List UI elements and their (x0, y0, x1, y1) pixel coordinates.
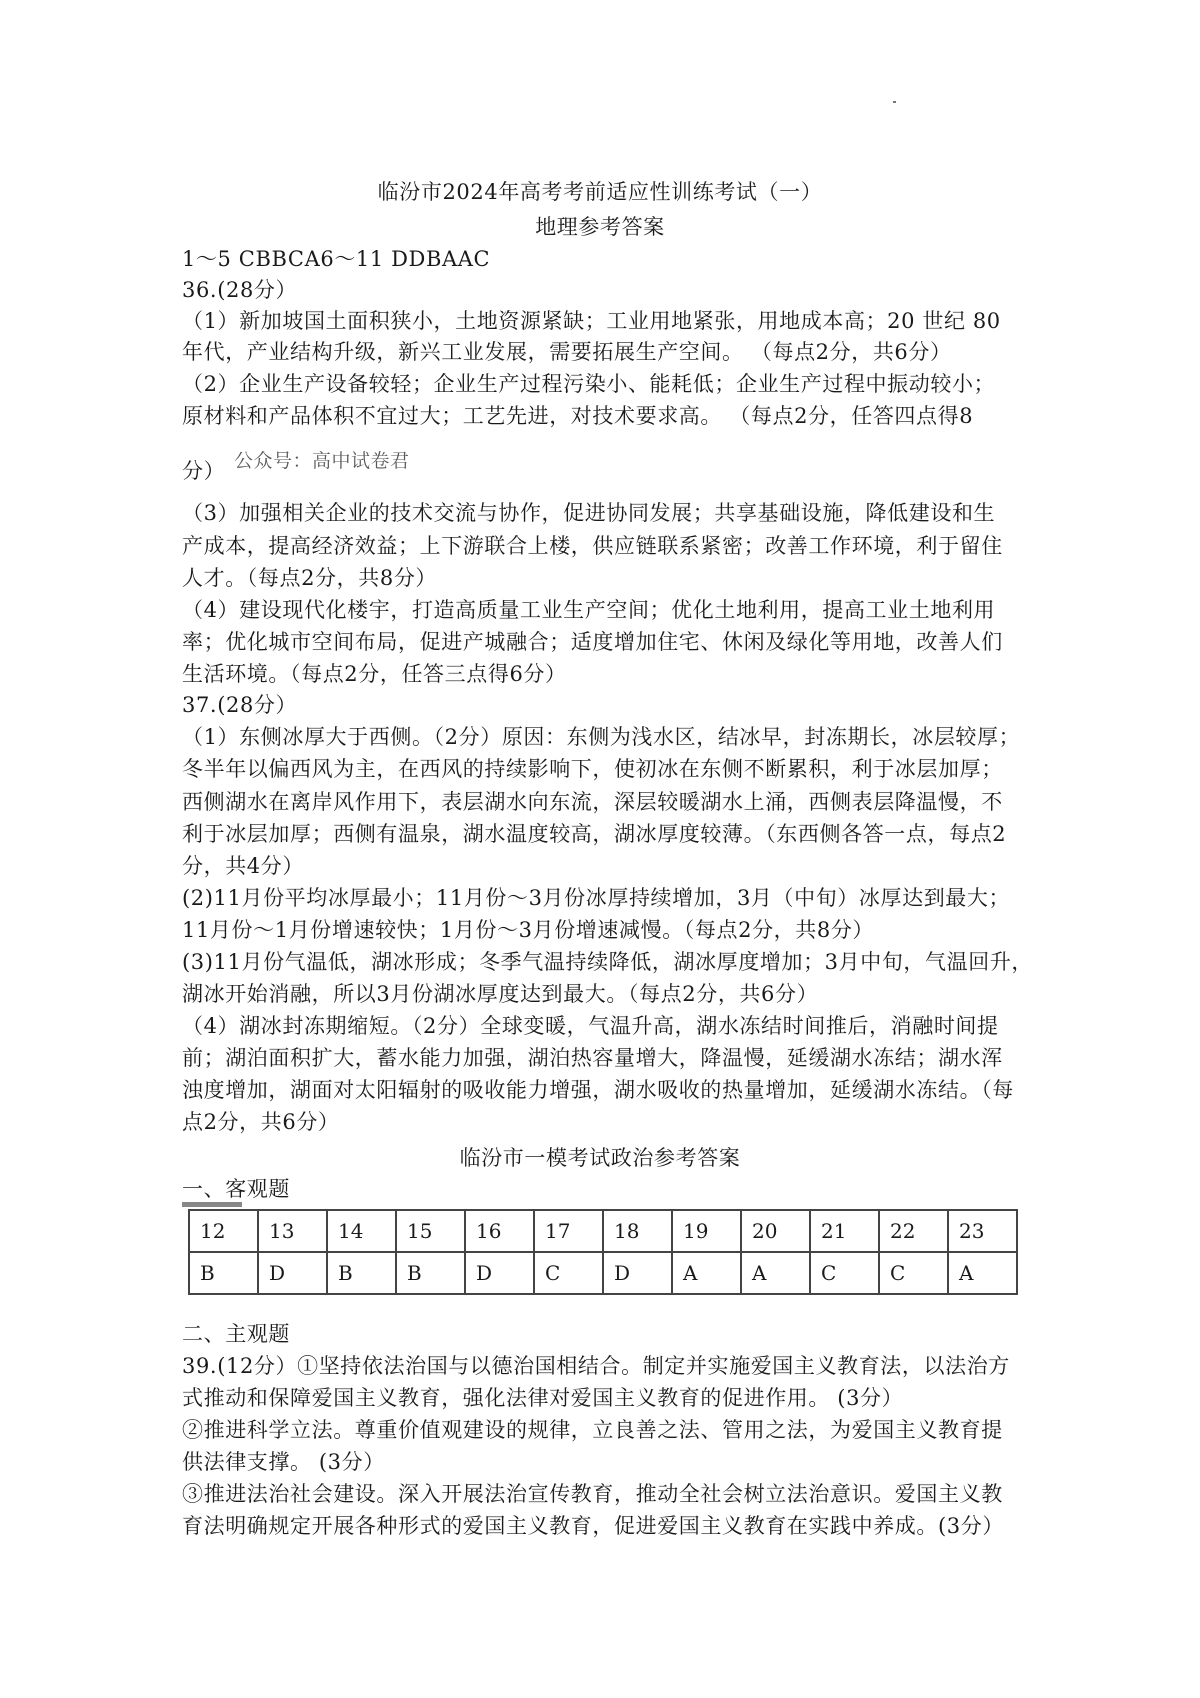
answer-line: 浊度增加，湖面对太阳辐射的吸收能力增强，湖水吸收的热量增加，延缓湖水冻结。（每 (182, 1078, 1014, 1102)
question-number-row (189, 1210, 1017, 1252)
question-number: 16 (465, 1210, 534, 1252)
answer-line: ②推进科学立法。尊重价值观建设的规律，立良善之法、管用之法，为爱国主义教育提 (182, 1418, 1003, 1442)
answer-line: 供法律支撑。 (3分） (182, 1450, 385, 1474)
objective-answer-table (188, 1209, 1018, 1295)
answer-letter: B (396, 1252, 465, 1294)
question-number: 12 (189, 1210, 258, 1252)
question-number: 20 (741, 1210, 810, 1252)
question-number: 23 (948, 1210, 1017, 1252)
question-number: 13 (258, 1210, 327, 1252)
geography-answer-subtitle: 地理参考答案 (535, 215, 665, 239)
answer-line: 点2分，共6分） (182, 1110, 340, 1134)
question-number: 17 (534, 1210, 603, 1252)
answer-letter: A (672, 1252, 741, 1294)
question-number: 14 (327, 1210, 396, 1252)
answer-line: 分，共4分） (182, 854, 304, 878)
answer-line: （2）企业生产设备较轻；企业生产过程污染小、能耗低；企业生产过程中振动较小； (182, 372, 996, 396)
answer-line: 分） (182, 459, 226, 483)
answer-line: 前；湖泊面积扩大，蓄水能力加强，湖泊热容量增大，降温慢，延缓湖水冻结；湖水浑 (182, 1046, 1003, 1070)
answer-letter: D (258, 1252, 327, 1294)
answer-letter: A (948, 1252, 1017, 1294)
answer-letter: D (465, 1252, 534, 1294)
answer-letter: C (810, 1252, 879, 1294)
table-top-mark (182, 1202, 242, 1207)
answer-line: （1）新加坡国土面积狭小，土地资源紧缺；工业用地紧张，用地成本高；20 世纪 80 (182, 309, 1001, 333)
question-number: 22 (879, 1210, 948, 1252)
answer-letter: A (741, 1252, 810, 1294)
question-number: 18 (603, 1210, 672, 1252)
question-number: 15 (396, 1210, 465, 1252)
multiple-choice-answers: 1～5 CBBCA6～11 DDBAAC (182, 247, 491, 271)
answer-line: 11月份～1月份增速较快；1月份～3月份增速减慢。（每点2分，共8分） (182, 918, 875, 942)
answer-line: 西侧湖水在离岸风作用下，表层湖水向东流，深层较暖湖水上涌，西侧表层降温慢，不 (182, 790, 1003, 814)
answer-line: 年代，产业结构升级，新兴工业发展，需要拓展生产空间。 （每点2分，共6分） (182, 340, 952, 364)
answer-line: 率；优化城市空间布局，促进产城融合；适度增加住宅、休闲及绿化等用地，改善人们 (182, 630, 1003, 654)
scan-speck (893, 101, 896, 103)
section-objective: 一、客观题 (182, 1177, 290, 1201)
answer-line: 式推动和保障爱国主义教育，强化法律对爱国主义教育的促进作用。 (3分） (182, 1386, 904, 1410)
answer-line: （1）东侧冰厚大于西侧。（2分）原因：东侧为浅水区，结冰早，封冻期长，冰层较厚； (182, 725, 1021, 749)
politics-answer-title: 临汾市一模考试政治参考答案 (459, 1146, 741, 1170)
answer-line: 37.(28分） (182, 693, 298, 717)
answer-line: （4）湖冰封冻期缩短。（2分）全球变暖，气温升高，湖水冻结时间推后，消融时间提 (182, 1014, 999, 1038)
geography-exam-title: 临汾市2024年高考考前适应性训练考试（一） (377, 180, 823, 204)
answer-line: 36.(28分） (182, 278, 298, 302)
watermark-text: 公众号：高中试卷君 (234, 450, 410, 472)
question-number: 19 (672, 1210, 741, 1252)
answer-line: 39.(12分）①坚持依法治国与以德治国相结合。制定并实施爱国主义教育法，以法治方 (182, 1354, 1010, 1378)
section-subjective: 二、主观题 (182, 1322, 290, 1346)
answer-letter: D (603, 1252, 672, 1294)
answer-letter: C (879, 1252, 948, 1294)
answer-letter: C (534, 1252, 603, 1294)
answer-line: (2)11月份平均冰厚最小；11月份～3月份冰厚持续增加，3月（中旬）冰厚达到最大； (182, 886, 1011, 910)
answer-line: 育法明确规定开展各种形式的爱国主义教育，促进爱国主义教育在实践中养成。(3分） (182, 1514, 1004, 1538)
answer-line: （3）加强相关企业的技术交流与协作，促进协同发展；共享基础设施，降低建设和生 (182, 501, 996, 525)
answer-row (189, 1252, 1017, 1294)
answer-line: 生活环境。（每点2分，任答三点得6分） (182, 662, 567, 686)
answer-line: 冬半年以偏西风为主，在西风的持续影响下，使初冰在东侧不断累积，利于冰层加厚； (182, 757, 1003, 781)
answer-line: （4）建设现代化楼宇，打造高质量工业生产空间；优化土地利用，提高工业土地利用 (182, 598, 996, 622)
answer-line: 产成本，提高经济效益；上下游联合上楼，供应链联系紧密；改善工作环境，利于留住 (182, 534, 1003, 558)
answer-line: (3)11月份气温低，湖冰形成；冬季气温持续降低，湖冰厚度增加；3月中旬，气温回升， (182, 950, 1034, 974)
answer-letter: B (189, 1252, 258, 1294)
answer-letter: B (327, 1252, 396, 1294)
answer-line: 湖冰开始消融，所以3月份湖冰厚度达到最大。（每点2分，共6分） (182, 982, 819, 1006)
answer-line: 利于冰层加厚；西侧有温泉，湖水温度较高，湖冰厚度较薄。（东西侧各答一点，每点2 (182, 822, 1007, 846)
answer-line: ③推进法治社会建设。深入开展法治宣传教育，推动全社会树立法治意识。爱国主义教 (182, 1482, 1003, 1506)
answer-line: 原材料和产品体积不宜过大；工艺先进，对技术要求高。 （每点2分，任答四点得8 (182, 404, 974, 428)
question-number: 21 (810, 1210, 879, 1252)
answer-line: 人才。（每点2分，共8分） (182, 566, 438, 590)
